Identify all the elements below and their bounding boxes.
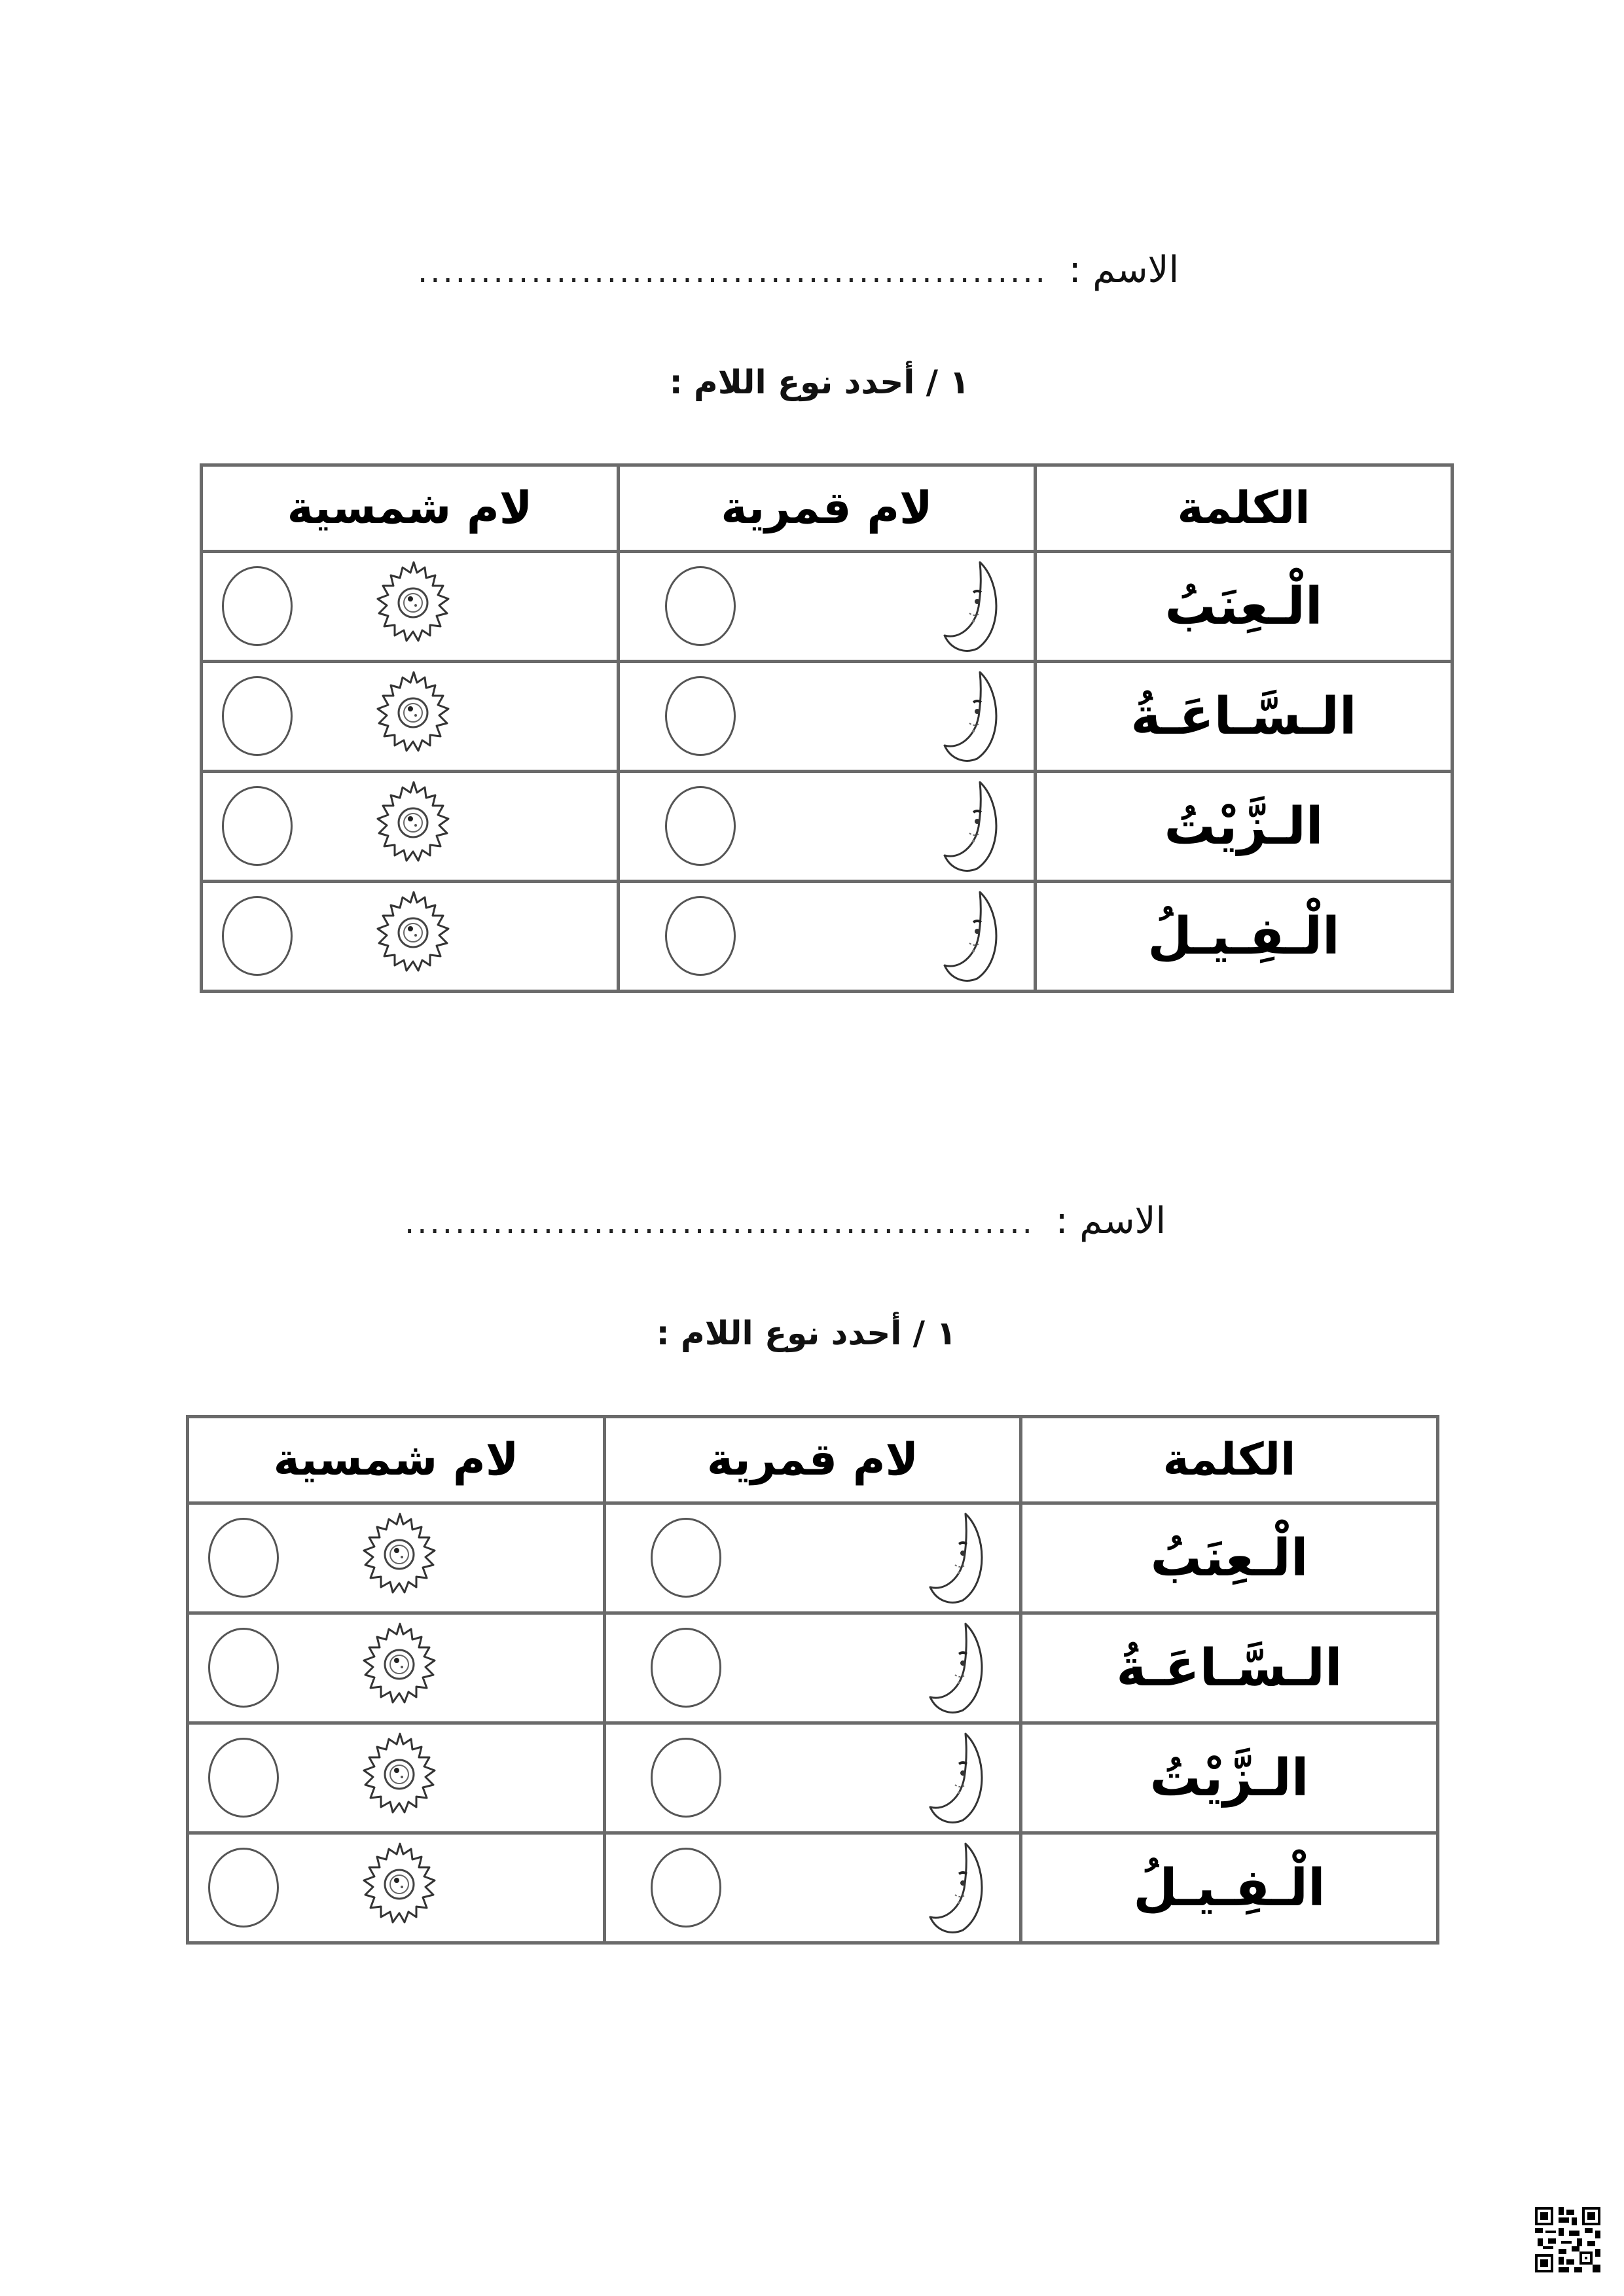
shamsiya-answer-circle[interactable] — [222, 786, 293, 866]
header-shamsiya: لام شمسية — [188, 1417, 605, 1503]
instruction-heading: ١ / أحدد نوع اللام : — [669, 363, 969, 401]
qamariya-cell — [605, 1613, 1021, 1723]
moon-icon — [941, 888, 1006, 986]
moon-icon — [941, 778, 1006, 876]
qamariya-answer-circle[interactable] — [665, 676, 736, 756]
sun-icon — [351, 1620, 449, 1718]
shamsiya-answer-circle[interactable] — [208, 1848, 279, 1928]
shamsiya-answer-circle[interactable] — [208, 1738, 279, 1818]
shamsiya-answer-circle[interactable] — [222, 676, 293, 756]
shamsiya-cell — [202, 662, 619, 772]
sun-icon — [351, 1840, 449, 1938]
shamsiya-cell — [202, 772, 619, 882]
sun-icon — [365, 668, 463, 766]
table-row — [188, 1723, 1438, 1833]
word-cell: الْـفِـيـلُ — [1021, 1833, 1438, 1943]
qamariya-answer-circle[interactable] — [665, 786, 736, 866]
sun-icon — [365, 888, 463, 986]
qr-code-icon — [1535, 2207, 1600, 2272]
table-header-row — [202, 465, 1453, 552]
sun-icon — [351, 1510, 449, 1608]
moon-icon — [941, 558, 1006, 656]
shamsiya-answer-circle[interactable] — [222, 896, 293, 976]
header-word: الكلمة — [1021, 1417, 1438, 1503]
moon-icon — [926, 1840, 992, 1938]
moon-icon — [926, 1730, 992, 1828]
header-qamariya: لام قمرية — [605, 1417, 1021, 1503]
word-cell: الْـفِـيـلُ — [1036, 882, 1453, 992]
qamariya-cell — [605, 1503, 1021, 1613]
shamsiya-answer-circle[interactable] — [222, 566, 293, 646]
name-field-line — [405, 1200, 1166, 1242]
name-label: الاسم : — [1055, 1200, 1166, 1242]
table-row — [202, 772, 1453, 882]
moon-icon — [941, 668, 1006, 766]
qamariya-cell — [619, 662, 1036, 772]
table-row — [202, 882, 1453, 992]
name-input-dots[interactable]: .................................................. — [417, 253, 1048, 290]
shamsiya-cell — [202, 552, 619, 662]
table-row — [202, 552, 1453, 662]
header-shamsiya: لام شمسية — [202, 465, 619, 552]
shamsiya-answer-circle[interactable] — [208, 1628, 279, 1708]
instruction-heading: ١ / أحدد نوع اللام : — [656, 1314, 956, 1352]
moon-icon — [926, 1620, 992, 1718]
sun-icon — [351, 1730, 449, 1828]
qamariya-cell — [605, 1833, 1021, 1943]
shamsiya-cell — [188, 1503, 605, 1613]
table-row — [202, 662, 1453, 772]
word-cell: الـزَّيْتُ — [1036, 772, 1453, 882]
lam-type-table — [200, 463, 1454, 993]
qamariya-cell — [619, 772, 1036, 882]
sun-icon — [365, 558, 463, 656]
qamariya-answer-circle[interactable] — [651, 1848, 721, 1928]
table-row — [188, 1833, 1438, 1943]
name-label: الاسم : — [1068, 249, 1179, 291]
lam-type-table — [186, 1415, 1439, 1945]
qamariya-answer-circle[interactable] — [665, 896, 736, 976]
qamariya-answer-circle[interactable] — [651, 1628, 721, 1708]
table-row — [188, 1613, 1438, 1723]
shamsiya-cell — [188, 1613, 605, 1723]
word-cell: الْـعِنَبُ — [1036, 552, 1453, 662]
table-row — [188, 1503, 1438, 1613]
word-cell: الـسَّـاعَـةُ — [1021, 1613, 1438, 1723]
header-word: الكلمة — [1036, 465, 1453, 552]
qamariya-cell — [605, 1723, 1021, 1833]
name-field-line — [418, 249, 1179, 291]
table-header-row — [188, 1417, 1438, 1503]
shamsiya-cell — [188, 1833, 605, 1943]
sun-icon — [365, 778, 463, 876]
shamsiya-answer-circle[interactable] — [208, 1518, 279, 1598]
word-cell: الْـعِنَبُ — [1021, 1503, 1438, 1613]
name-input-dots[interactable]: .................................................. — [404, 1204, 1035, 1241]
word-cell: الـزَّيْتُ — [1021, 1723, 1438, 1833]
qamariya-answer-circle[interactable] — [651, 1738, 721, 1818]
word-cell: الـسَّـاعَـةُ — [1036, 662, 1453, 772]
shamsiya-cell — [188, 1723, 605, 1833]
header-qamariya: لام قمرية — [619, 465, 1036, 552]
qamariya-cell — [619, 552, 1036, 662]
qamariya-answer-circle[interactable] — [651, 1518, 721, 1598]
shamsiya-cell — [202, 882, 619, 992]
qamariya-cell — [619, 882, 1036, 992]
moon-icon — [926, 1510, 992, 1608]
qamariya-answer-circle[interactable] — [665, 566, 736, 646]
